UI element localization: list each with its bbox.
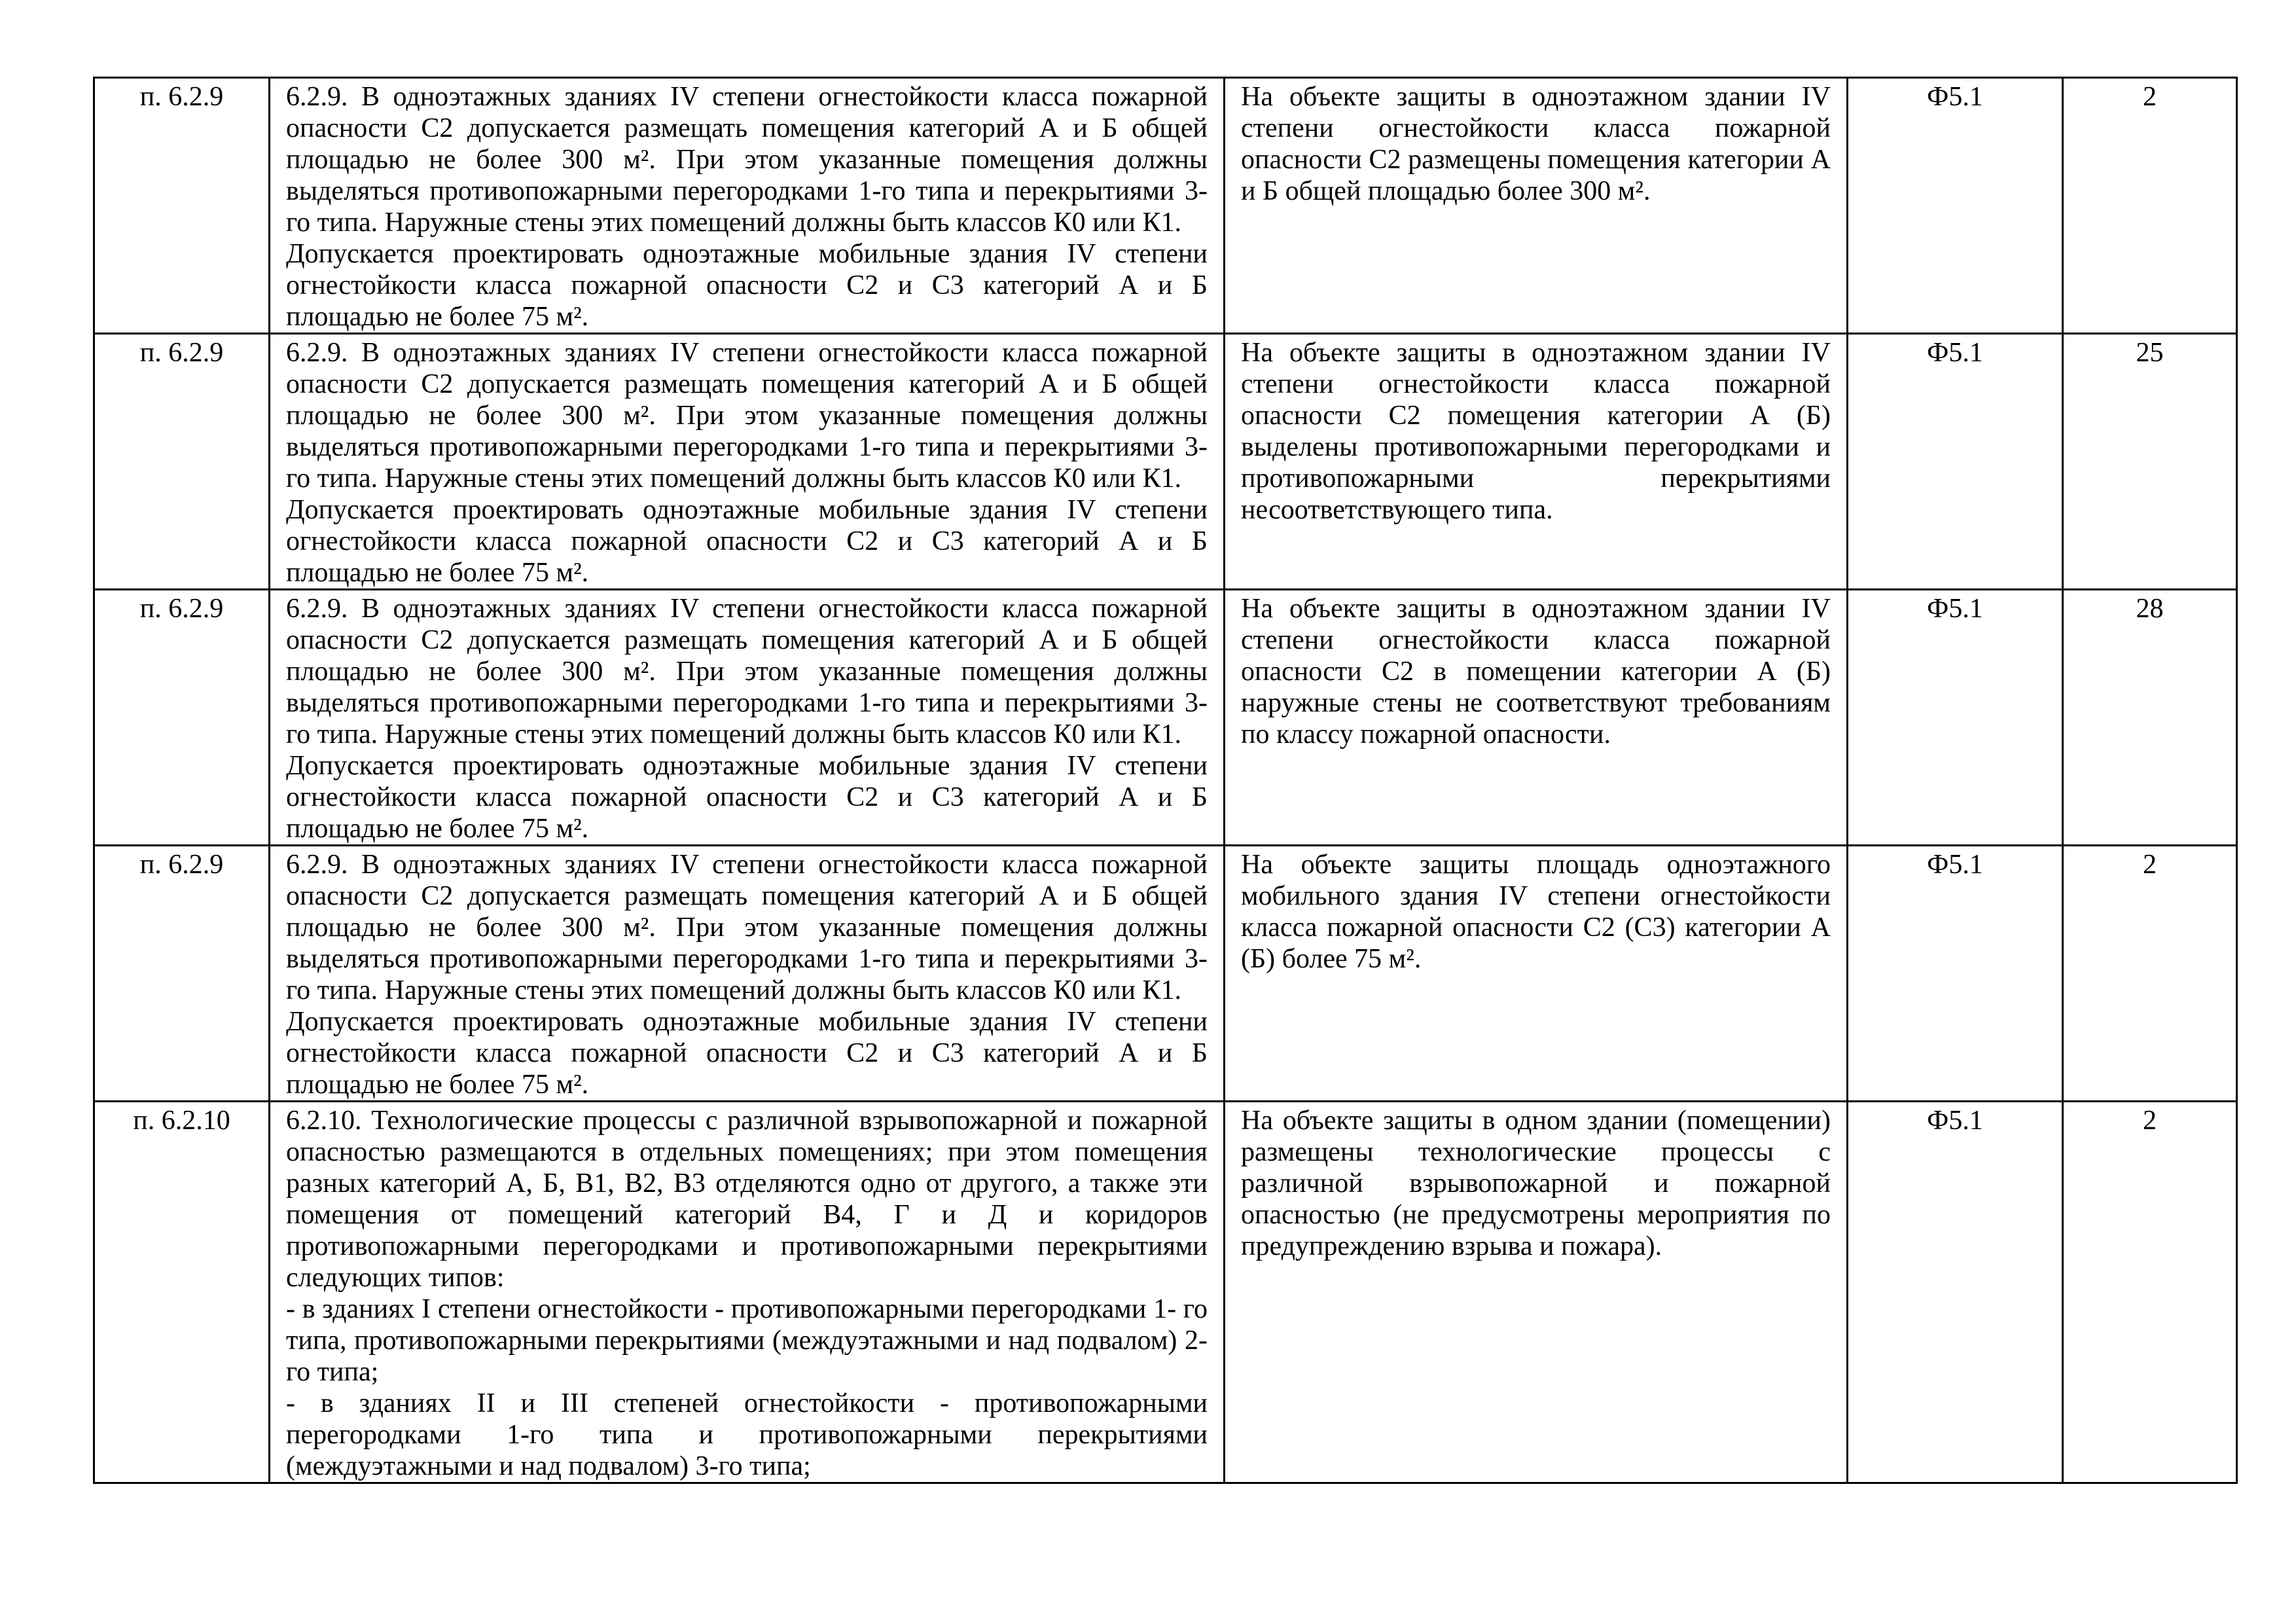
requirement-paragraph: 6.2.10. Технологические процессы с различной взрывопожарной и пожарной опасностью размещаются в отдельных помещениях; при этом помещения разных категорий А, Б, В1, В2, В3 отделяются одно от другого, а также эти помещения от помещений категорий В4, Г и Д и коридоров противопожарными перегородками и противопожарными перекрытиями следующих типов: xyxy=(286,1106,1208,1293)
value-cell: 25 xyxy=(2063,334,2237,590)
requirement-cell xyxy=(270,590,1225,846)
violation-cell: На объекте защиты в одном здании (помещении) размещены технологические процессы с различной взрывопожарной и пожарной опасностью (не предусмотрены мероприятия по предупреждению взрыва и пожара). xyxy=(1225,1102,1848,1483)
violation-cell: На объекте защиты в одноэтажном здании IV степени огнестойкости класса пожарной опасности С2 размещены помещения категории А и Б общей площадью более 300 м². xyxy=(1225,78,1848,334)
violation-cell: На объекте защиты площадь одноэтажного мобильного здания IV степени огнестойкости класса пожарной опасности С2 (С3) категории А (Б) более 75 м². xyxy=(1225,846,1848,1102)
requirement-cell xyxy=(270,846,1225,1102)
clause-cell: п. 6.2.9 xyxy=(94,846,270,1102)
requirements-table xyxy=(93,77,2238,1484)
clause-cell: п. 6.2.9 xyxy=(94,590,270,846)
value-cell: 2 xyxy=(2063,78,2237,334)
table-row xyxy=(94,1102,2237,1483)
class-cell: Ф5.1 xyxy=(1848,846,2063,1102)
table-row xyxy=(94,78,2237,334)
class-cell: Ф5.1 xyxy=(1848,1102,2063,1483)
requirement-paragraph: Допускается проектировать одноэтажные мобильные здания IV степени огнестойкости класса пожарной опасности С2 и С3 категорий А и Б площадью не более 75 м². xyxy=(286,495,1208,588)
table-row xyxy=(94,334,2237,590)
table-row xyxy=(94,846,2237,1102)
clause-cell: п. 6.2.10 xyxy=(94,1102,270,1483)
requirement-paragraph: Допускается проектировать одноэтажные мобильные здания IV степени огнестойкости класса пожарной опасности С2 и С3 категорий А и Б площадью не более 75 м². xyxy=(286,239,1208,332)
requirement-paragraph: - в зданиях II и III степеней огнестойкости - противопожарными перегородками 1-го типа и противопожарными перекрытиями (междуэтажными и над подвалом) 3-го типа; xyxy=(286,1388,1208,1481)
violation-cell: На объекте защиты в одноэтажном здании IV степени огнестойкости класса пожарной опасности С2 помещения категории А (Б) выделены противопожарными перегородками и противопожарными перекрытиями несоответствующего типа. xyxy=(1225,334,1848,590)
requirement-paragraph: 6.2.9. В одноэтажных зданиях IV степени огнестойкости класса пожарной опасности С2 допускается размещать помещения категорий А и Б общей площадью не более 300 м². При этом указанные помещения должны выделяться противопожарными перегородками 1-го типа и перекрытиями 3-го типа. Наружные стены этих помещений должны быть классов К0 или К1. xyxy=(286,594,1208,749)
violation-cell: На объекте защиты в одноэтажном здании IV степени огнестойкости класса пожарной опасности С2 в помещении категории А (Б) наружные стены не соответствуют требованиям по классу пожарной опасности. xyxy=(1225,590,1848,846)
class-cell: Ф5.1 xyxy=(1848,334,2063,590)
requirement-cell xyxy=(270,334,1225,590)
table-row xyxy=(94,590,2237,846)
requirement-paragraph: 6.2.9. В одноэтажных зданиях IV степени огнестойкости класса пожарной опасности С2 допускается размещать помещения категорий А и Б общей площадью не более 300 м². При этом указанные помещения должны выделяться противопожарными перегородками 1-го типа и перекрытиями 3-го типа. Наружные стены этих помещений должны быть классов К0 или К1. xyxy=(286,338,1208,494)
value-cell: 2 xyxy=(2063,1102,2237,1483)
requirement-paragraph: Допускается проектировать одноэтажные мобильные здания IV степени огнестойкости класса пожарной опасности С2 и С3 категорий А и Б площадью не более 75 м². xyxy=(286,751,1208,844)
requirement-paragraph: - в зданиях I степени огнестойкости - противопожарными перегородками 1- го типа, противопожарными перекрытиями (междуэтажными и над подвалом) 2-го типа; xyxy=(286,1294,1208,1387)
value-cell: 28 xyxy=(2063,590,2237,846)
requirement-cell xyxy=(270,1102,1225,1483)
class-cell: Ф5.1 xyxy=(1848,78,2063,334)
value-cell: 2 xyxy=(2063,846,2237,1102)
requirement-paragraph: 6.2.9. В одноэтажных зданиях IV степени огнестойкости класса пожарной опасности С2 допускается размещать помещения категорий А и Б общей площадью не более 300 м². При этом указанные помещения должны выделяться противопожарными перегородками 1-го типа и перекрытиями 3-го типа. Наружные стены этих помещений должны быть классов К0 или К1. xyxy=(286,850,1208,1005)
requirement-paragraph: Допускается проектировать одноэтажные мобильные здания IV степени огнестойкости класса пожарной опасности С2 и С3 категорий А и Б площадью не более 75 м². xyxy=(286,1007,1208,1100)
clause-cell: п. 6.2.9 xyxy=(94,78,270,334)
class-cell: Ф5.1 xyxy=(1848,590,2063,846)
requirement-cell xyxy=(270,78,1225,334)
requirement-paragraph: 6.2.9. В одноэтажных зданиях IV степени огнестойкости класса пожарной опасности С2 допускается размещать помещения категорий А и Б общей площадью не более 300 м². При этом указанные помещения должны выделяться противопожарными перегородками 1-го типа и перекрытиями 3-го типа. Наружные стены этих помещений должны быть классов К0 или К1. xyxy=(286,82,1208,238)
clause-cell: п. 6.2.9 xyxy=(94,334,270,590)
